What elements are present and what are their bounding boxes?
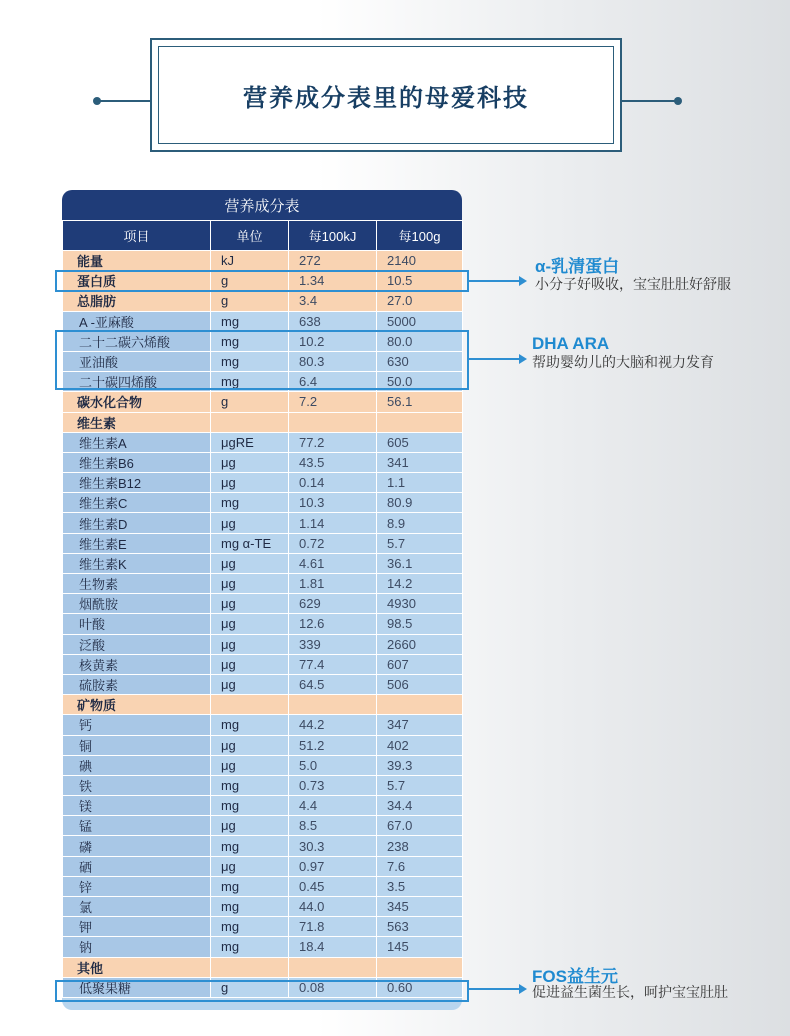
value-per-100g: 5.7 [377, 775, 463, 795]
nutrient-unit: mg [211, 796, 289, 816]
nutrient-name: A -亚麻酸 [63, 311, 211, 331]
value-per-100kj [289, 695, 377, 715]
value-per-100g: 605 [377, 432, 463, 452]
value-per-100g: 27.0 [377, 291, 463, 311]
nutrient-name: 生物素 [63, 574, 211, 594]
nutrient-name: 钾 [63, 917, 211, 937]
nutrient-unit: mg α-TE [211, 533, 289, 553]
nutrient-name: 总脂肪 [63, 291, 211, 311]
value-per-100g: 3.5 [377, 876, 463, 896]
value-per-100g: 506 [377, 674, 463, 694]
table-row [63, 957, 463, 977]
header-per-100g: 每100g [377, 221, 463, 251]
nutrient-unit: μg [211, 473, 289, 493]
table-row [63, 412, 463, 432]
table-row [63, 513, 463, 533]
nutrient-unit: g [211, 291, 289, 311]
value-per-100kj: 43.5 [289, 452, 377, 472]
value-per-100kj: 339 [289, 634, 377, 654]
note-dha-desc: 帮助婴幼儿的大脑和视力发育 [532, 354, 714, 370]
table-footer [62, 998, 462, 1010]
value-per-100kj [289, 412, 377, 432]
nutrient-unit: mg [211, 897, 289, 917]
value-per-100g: 80.9 [377, 493, 463, 513]
nutrient-name: 维生素C [63, 493, 211, 513]
value-per-100kj: 6.4 [289, 372, 377, 392]
nutrient-name: 氯 [63, 897, 211, 917]
nutrient-name: 能量 [63, 251, 211, 271]
value-per-100g [377, 957, 463, 977]
table-row [63, 755, 463, 775]
nutrient-unit: μg [211, 594, 289, 614]
header-unit: 单位 [211, 221, 289, 251]
nutrient-unit: mg [211, 715, 289, 735]
nutrient-name: 维生素D [63, 513, 211, 533]
nutrient-unit: g [211, 271, 289, 291]
table-row [63, 836, 463, 856]
nutrient-unit: kJ [211, 251, 289, 271]
nutrient-unit [211, 957, 289, 977]
nutrition-table [62, 190, 462, 1010]
value-per-100g: 630 [377, 351, 463, 371]
table-row [63, 452, 463, 472]
nutrient-name: 维生素B6 [63, 452, 211, 472]
nutrient-unit: μgRE [211, 432, 289, 452]
nutrient-name: 维生素E [63, 533, 211, 553]
value-per-100g: 607 [377, 654, 463, 674]
value-per-100kj [289, 957, 377, 977]
table-row [63, 271, 463, 291]
nutrient-unit: g [211, 977, 289, 997]
title-line-right [622, 100, 676, 102]
value-per-100kj: 18.4 [289, 937, 377, 957]
value-per-100kj: 1.14 [289, 513, 377, 533]
nutrient-unit: μg [211, 735, 289, 755]
nutrient-unit [211, 412, 289, 432]
value-per-100g: 7.6 [377, 856, 463, 876]
table-row [63, 876, 463, 896]
arrow-protein-icon [519, 276, 527, 286]
note-fos-desc: 促进益生菌生长，呵护宝宝肚肚 [532, 984, 728, 1000]
title-dot-left [93, 97, 101, 105]
value-per-100g: 345 [377, 897, 463, 917]
nutrient-name: 亚油酸 [63, 351, 211, 371]
table-row [63, 432, 463, 452]
nutrient-unit: mg [211, 311, 289, 331]
header-item: 项目 [63, 221, 211, 251]
value-per-100g [377, 412, 463, 432]
nutrient-name: 维生素A [63, 432, 211, 452]
arrow-dha-icon [519, 354, 527, 364]
table-row [63, 796, 463, 816]
note-fos-title: FOS益生元 [532, 967, 618, 986]
table-row [63, 574, 463, 594]
table-row [63, 594, 463, 614]
value-per-100g: 563 [377, 917, 463, 937]
arrow-fos-icon [519, 984, 527, 994]
table-row [63, 715, 463, 735]
nutrient-name: 维生素B12 [63, 473, 211, 493]
note-dha-title: DHA ARA [532, 334, 610, 353]
table-row [63, 553, 463, 573]
page-title: 营养成分表里的母爱科技 [243, 84, 529, 112]
nutrient-name: 二十二碳六烯酸 [63, 331, 211, 351]
table-row [63, 977, 463, 997]
value-per-100kj: 629 [289, 594, 377, 614]
value-per-100kj: 3.4 [289, 291, 377, 311]
value-per-100kj: 4.61 [289, 553, 377, 573]
nutrient-unit: mg [211, 493, 289, 513]
table-row [63, 251, 463, 271]
value-per-100g: 8.9 [377, 513, 463, 533]
nutrient-unit: mg [211, 351, 289, 371]
value-per-100g: 4930 [377, 594, 463, 614]
table-row [63, 897, 463, 917]
table-row [63, 917, 463, 937]
value-per-100g: 98.5 [377, 614, 463, 634]
nutrient-name: 钙 [63, 715, 211, 735]
table-row [63, 856, 463, 876]
value-per-100g: 50.0 [377, 372, 463, 392]
value-per-100kj: 4.4 [289, 796, 377, 816]
nutrient-unit: μg [211, 816, 289, 836]
value-per-100kj: 0.97 [289, 856, 377, 876]
nutrient-unit: μg [211, 452, 289, 472]
header-per-100kj: 每100kJ [289, 221, 377, 251]
value-per-100kj: 71.8 [289, 917, 377, 937]
value-per-100g: 14.2 [377, 574, 463, 594]
value-per-100g: 341 [377, 452, 463, 472]
nutrient-unit: μg [211, 856, 289, 876]
table-row [63, 735, 463, 755]
value-per-100kj: 0.72 [289, 533, 377, 553]
table-row [63, 695, 463, 715]
table-row [63, 775, 463, 795]
value-per-100kj: 44.2 [289, 715, 377, 735]
value-per-100g: 56.1 [377, 392, 463, 412]
value-per-100kj: 30.3 [289, 836, 377, 856]
table-row [63, 392, 463, 412]
nutrient-unit: mg [211, 775, 289, 795]
nutrient-name: 铜 [63, 735, 211, 755]
nutrient-unit: mg [211, 917, 289, 937]
note-protein-desc: 小分子好吸收，宝宝肚肚好舒服 [535, 276, 731, 292]
nutrient-name: 叶酸 [63, 614, 211, 634]
value-per-100kj: 1.81 [289, 574, 377, 594]
nutrient-unit: μg [211, 614, 289, 634]
value-per-100kj: 5.0 [289, 755, 377, 775]
value-per-100kj: 1.34 [289, 271, 377, 291]
value-per-100g: 145 [377, 937, 463, 957]
value-per-100g: 0.60 [377, 977, 463, 997]
table-row [63, 372, 463, 392]
nutrient-name: 烟酰胺 [63, 594, 211, 614]
table-row [63, 311, 463, 331]
table-row [63, 291, 463, 311]
nutrient-name: 维生素 [63, 412, 211, 432]
nutrient-unit: μg [211, 513, 289, 533]
nutrient-unit: mg [211, 331, 289, 351]
table-title: 营养成分表 [62, 190, 462, 220]
nutrient-name: 锰 [63, 816, 211, 836]
nutrient-name: 锌 [63, 876, 211, 896]
value-per-100kj: 7.2 [289, 392, 377, 412]
title-banner [150, 38, 622, 152]
value-per-100g: 67.0 [377, 816, 463, 836]
value-per-100kj: 12.6 [289, 614, 377, 634]
nutrient-unit: μg [211, 755, 289, 775]
arrow-dha-line [469, 358, 521, 360]
value-per-100g: 10.5 [377, 271, 463, 291]
value-per-100g: 80.0 [377, 331, 463, 351]
note-protein-title: α-乳清蛋白 [535, 257, 620, 276]
value-per-100kj: 638 [289, 311, 377, 331]
nutrient-name: 镁 [63, 796, 211, 816]
nutrient-name: 碳水化合物 [63, 392, 211, 412]
value-per-100kj: 272 [289, 251, 377, 271]
nutrient-name: 铁 [63, 775, 211, 795]
value-per-100kj: 0.08 [289, 977, 377, 997]
value-per-100g [377, 695, 463, 715]
nutrient-name: 二十碳四烯酸 [63, 372, 211, 392]
nutrient-unit: mg [211, 937, 289, 957]
value-per-100kj: 0.73 [289, 775, 377, 795]
table-row [63, 493, 463, 513]
nutrient-unit: mg [211, 876, 289, 896]
value-per-100kj: 51.2 [289, 735, 377, 755]
value-per-100kj: 64.5 [289, 674, 377, 694]
value-per-100g: 39.3 [377, 755, 463, 775]
value-per-100g: 34.4 [377, 796, 463, 816]
nutrition-grid [62, 220, 463, 998]
table-row [63, 634, 463, 654]
nutrient-unit [211, 695, 289, 715]
value-per-100g: 1.1 [377, 473, 463, 493]
value-per-100kj: 8.5 [289, 816, 377, 836]
table-row [63, 816, 463, 836]
nutrient-unit: μg [211, 553, 289, 573]
value-per-100g: 36.1 [377, 553, 463, 573]
value-per-100g: 347 [377, 715, 463, 735]
value-per-100kj: 0.45 [289, 876, 377, 896]
nutrient-unit: g [211, 392, 289, 412]
nutrient-unit: μg [211, 674, 289, 694]
nutrient-unit: mg [211, 836, 289, 856]
value-per-100kj: 44.0 [289, 897, 377, 917]
nutrient-name: 碘 [63, 755, 211, 775]
table-row [63, 614, 463, 634]
table-body [63, 251, 463, 998]
value-per-100kj: 80.3 [289, 351, 377, 371]
nutrient-name: 低聚果糖 [63, 977, 211, 997]
table-row [63, 533, 463, 553]
value-per-100kj: 10.3 [289, 493, 377, 513]
value-per-100kj: 0.14 [289, 473, 377, 493]
nutrient-name: 矿物质 [63, 695, 211, 715]
value-per-100g: 402 [377, 735, 463, 755]
nutrient-name: 其他 [63, 957, 211, 977]
nutrient-name: 硫胺素 [63, 674, 211, 694]
nutrient-name: 钠 [63, 937, 211, 957]
table-header-row [63, 221, 463, 251]
nutrient-name: 磷 [63, 836, 211, 856]
nutrient-name: 泛酸 [63, 634, 211, 654]
nutrient-name: 硒 [63, 856, 211, 876]
title-dot-right [674, 97, 682, 105]
table-row [63, 937, 463, 957]
nutrient-unit: μg [211, 634, 289, 654]
value-per-100g: 5.7 [377, 533, 463, 553]
table-row [63, 654, 463, 674]
nutrient-name: 核黄素 [63, 654, 211, 674]
value-per-100g: 238 [377, 836, 463, 856]
value-per-100g: 2140 [377, 251, 463, 271]
value-per-100g: 5000 [377, 311, 463, 331]
nutrient-unit: mg [211, 372, 289, 392]
table-row [63, 674, 463, 694]
nutrient-name: 蛋白质 [63, 271, 211, 291]
arrow-protein-line [469, 280, 521, 282]
nutrient-name: 维生素K [63, 553, 211, 573]
arrow-fos-line [469, 988, 521, 990]
title-line-left [98, 100, 150, 102]
table-row [63, 351, 463, 371]
value-per-100g: 2660 [377, 634, 463, 654]
table-row [63, 473, 463, 493]
table-row [63, 331, 463, 351]
value-per-100kj: 77.2 [289, 432, 377, 452]
value-per-100kj: 10.2 [289, 331, 377, 351]
nutrient-unit: μg [211, 654, 289, 674]
value-per-100kj: 77.4 [289, 654, 377, 674]
nutrient-unit: μg [211, 574, 289, 594]
